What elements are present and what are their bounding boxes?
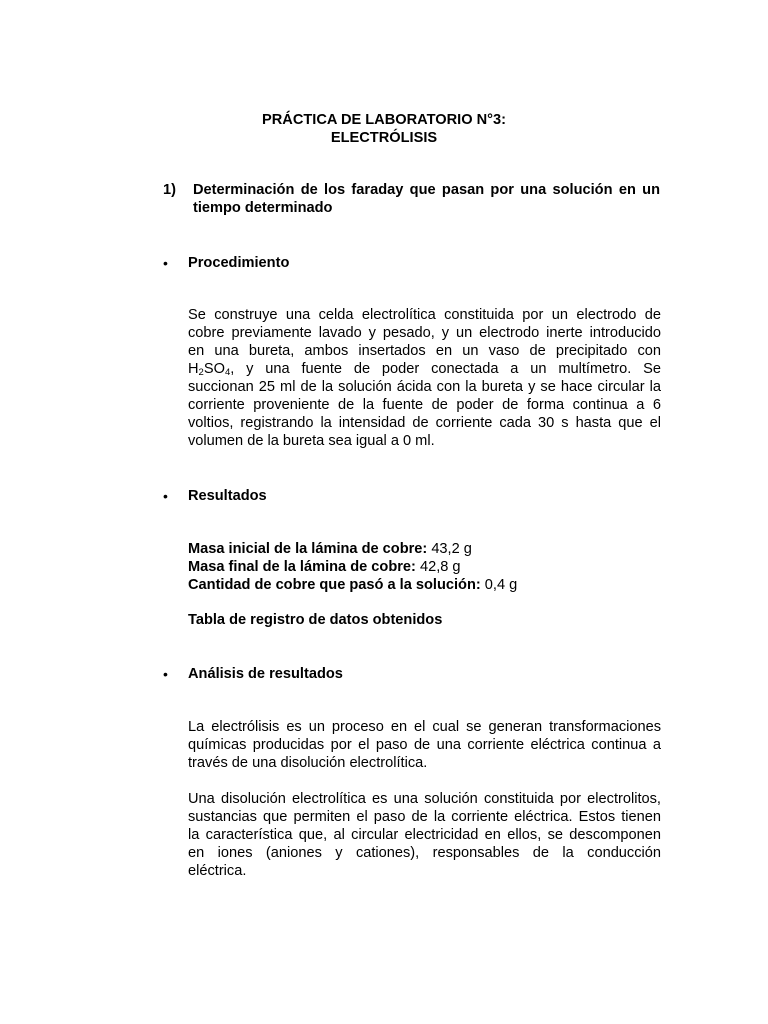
- paragraph-line: voltios, registrando la intensidad de corriente cada 30 s hasta que el: [188, 415, 661, 431]
- result-label: Cantidad de cobre que pasó a la solución:: [188, 577, 481, 593]
- cantidad-cobre-row: [188, 576, 517, 594]
- formula-text: SO: [203, 361, 225, 377]
- masa-final-row: [188, 558, 461, 576]
- paragraph-line: sustancias que permiten el paso de la corriente eléctrica. Estos tienen: [188, 809, 661, 825]
- paragraph-line: volumen de la bureta sea igual a 0 ml.: [188, 433, 435, 449]
- paragraph-line: eléctrica.: [188, 863, 247, 879]
- formula-subscript: 4: [224, 367, 231, 378]
- paragraph-line-formula: [188, 360, 661, 378]
- paragraph-line: La electrólisis es un proceso en el cual se generan transformaciones: [188, 719, 661, 735]
- result-label: Masa inicial de la lámina de cobre:: [188, 541, 428, 557]
- formula-text: H: [188, 361, 199, 377]
- bullet-icon: •: [163, 488, 168, 504]
- section-heading-line: tiempo determinado: [193, 200, 333, 216]
- paragraph-line: químicas producidas por el paso de una corriente eléctrica continua a: [188, 737, 661, 753]
- formula-subscript: 2: [198, 367, 204, 378]
- paragraph-line: en una bureta, ambos insertados en un vaso de precipitado con: [188, 343, 661, 359]
- paragraph-text: , y una fuente de poder conectada a un multímetro. Se: [230, 361, 661, 377]
- section-heading: [193, 181, 660, 217]
- paragraph-line: cobre previamente lavado y pesado, y un electrodo inerte introducido: [188, 325, 661, 341]
- bullet-icon: •: [163, 666, 168, 682]
- section-heading-line: Determinación de los faraday que pasan por una solución en un: [193, 182, 660, 198]
- paragraph-line: la característica que, al circular electricidad en ellos, se descomponen: [188, 827, 661, 843]
- paragraph-line: en iones (aniones y cationes), responsables de la conducción: [188, 845, 661, 861]
- result-value: 0,4 g: [480, 577, 518, 593]
- procedimiento-paragraph: [188, 306, 661, 450]
- analisis-paragraph-1: [188, 718, 661, 772]
- subsection-analisis: Análisis de resultados: [188, 666, 343, 682]
- result-value: 42,8 g: [415, 559, 461, 575]
- paragraph-line: succionan 25 ml de la solución ácida con la bureta y se hace circular la: [188, 379, 661, 395]
- paragraph-line: corriente proveniente de la fuente de poder de forma continua a 6: [188, 397, 661, 413]
- paragraph-line: Una disolución electrolítica es una solución constituida por electrolitos,: [188, 791, 661, 807]
- result-label: Masa final de la lámina de cobre:: [188, 559, 416, 575]
- masa-inicial-row: [188, 540, 472, 558]
- subsection-resultados: Resultados: [188, 488, 267, 504]
- paragraph-line: través de una disolución electrolítica.: [188, 755, 428, 771]
- analisis-paragraph-2: [188, 790, 661, 880]
- subsection-procedimiento: Procedimiento: [188, 255, 290, 271]
- table-title: Tabla de registro de datos obtenidos: [188, 612, 443, 628]
- result-value: 43,2 g: [427, 541, 472, 557]
- bullet-icon: •: [163, 255, 168, 271]
- section-number: 1): [163, 182, 176, 198]
- paragraph-line: Se construye una celda electrolítica constituida por un electrodo de: [188, 307, 661, 323]
- document-subtitle: ELECTRÓLISIS: [330, 130, 438, 146]
- document-title: PRÁCTICA DE LABORATORIO N°3:: [262, 112, 506, 128]
